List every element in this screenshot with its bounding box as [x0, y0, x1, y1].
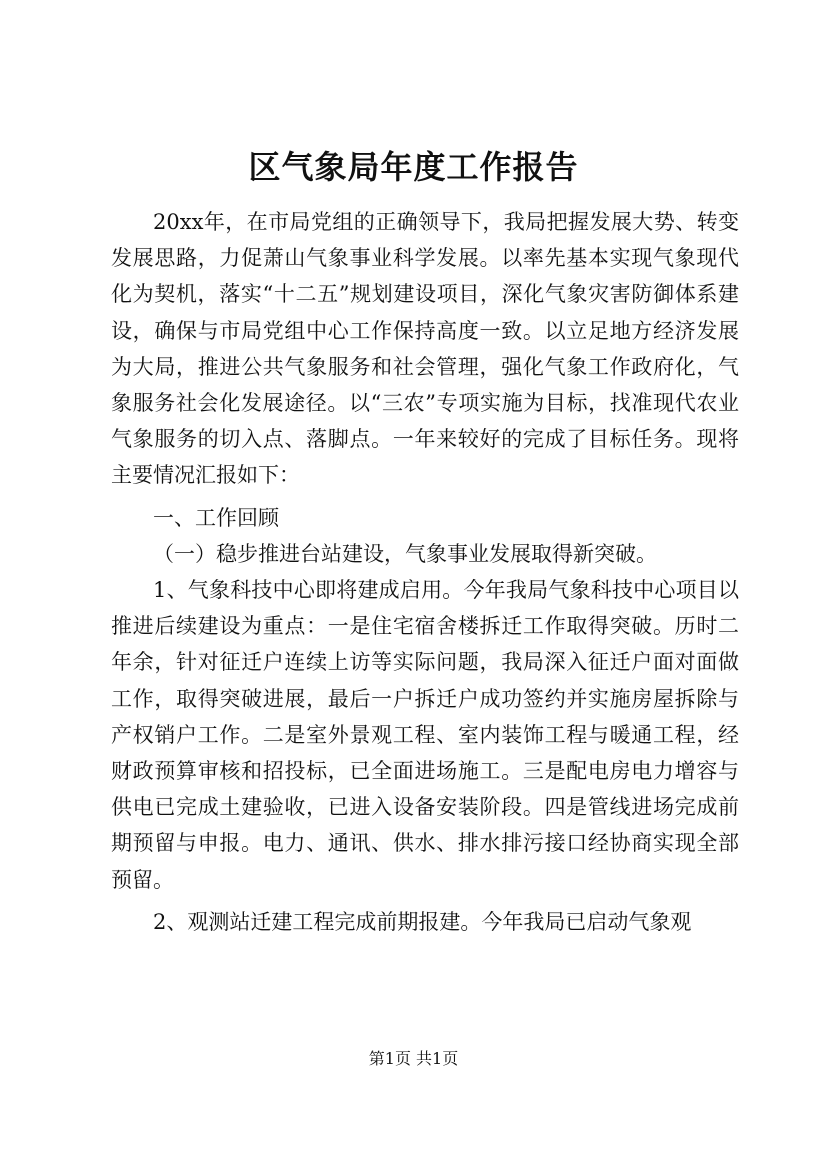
page-number-footer: 第1页 共1页: [368, 1049, 459, 1068]
item-paragraph-observation-station: 2、观测站迁建工程完成前期报建。今年我局已启动气象观: [153, 909, 692, 934]
document-title: 区气象局年度工作报告: [248, 148, 579, 186]
intro-paragraph: 20xx年，在市局党组的正确领导下，我局把握发展大势、转变发展思路，力促萧山气象事业科学发展。以率先基本实现气象现代化为契机，落实“十二五”规划建设项目，深化气象灾害防御体系建设，确保与市局党组中心工作保持高度一致。以立足地方经济发展为大局，推进公共气象服务和社会管理，强化气象工作政府化，气象服务社会化发展途径。以“三农”专项实施为目标，找准现代农业气象服务的切入点、落脚点。一年来较好的完成了目标任务。现将主要情况汇报如下：: [111, 210, 739, 488]
item-paragraph-tech-center: 1、气象科技中心即将建成启用。今年我局气象科技中心项目以推进后续建设为重点：一是住宅宿舍楼拆迁工作取得突破。历时二年余，针对征迁户连续上访等实际问题，我局深入征迁户面对面做工作，取得突破进展，最后一户拆迁户成功签约并实施房屋拆除与产权销户工作。二是室外景观工程、室内装饰工程与暖通工程，经财政预算审核和招投标，已全面进场施工。三是配电房电力增容与供电已完成土建验收，已进入设备安装阶段。四是管线进场完成前期预留与申报。电力、通讯、供水、排水排污接口经协商实现全部预留。: [111, 578, 739, 892]
subsection-heading-station-construction: （一）稳步推进台站建设，气象事业发展取得新突破。: [153, 541, 657, 566]
document-body: [111, 204, 739, 940]
section-heading-work-review: 一、工作回顾: [153, 505, 279, 530]
